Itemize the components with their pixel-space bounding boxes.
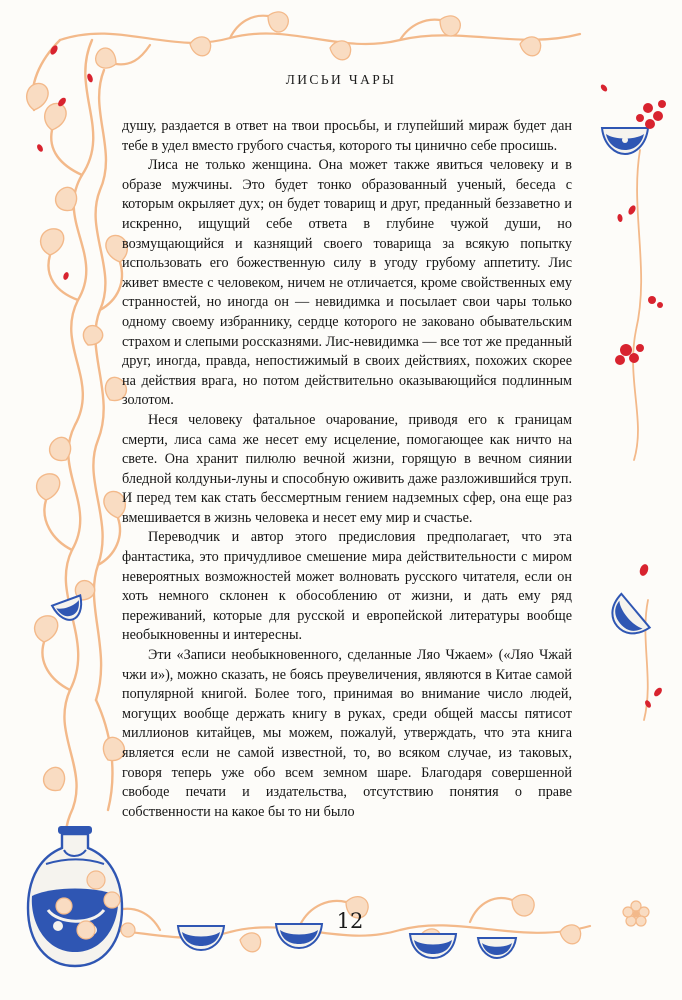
porcelain-bowl-icon: [602, 128, 648, 154]
body-text: [122, 117, 572, 822]
paragraph: Лиса не только женщина. Она может также явиться человеку и в образе мужчины. Это будет тонко образованный ученый, беседа с которым окрыляет дух; он будет товарищ и друг, преданный беззаветно и искренно, ищущий себе ответа в глубине чужой души, но возмущающийся и казнящий своего товарища за всякую попытку использовать его божественную силу в угоду грубому аппетиту. Лис живет вместе с человеком, ничем не отличается, кроме свойственных ему странностей, но иногда он — невидимка и посылает свои чары только одному своему избраннику, сердце которого не заковано обывательским страхом и слепыми россказнями. Лис-невидимка — все тот же преданный друг, иногда, правда, непостижимый в своих действиях, похожих скорее на действия врага, но потом действительно оказывающийся подлинным золотом.: [122, 157, 572, 409]
porcelain-bowl-icon: [603, 594, 650, 643]
porcelain-bowl-icon: [178, 926, 224, 950]
porcelain-bowl-icon: [276, 924, 322, 948]
small-flower-icon: [623, 901, 649, 926]
right-wisps: [633, 150, 648, 720]
paragraph: Переводчик и автор этого предисловия предполагает, что эта фантастика, это причудливое смешение мира действительности с миром невероятных возможностей может волновать русского читателя, если он хоть немного склонен к обособлению от жизни, и дать ему ряд переживаний, которые для русской и европейской литературы вообще необыкновенны и интересны.: [122, 529, 572, 644]
running-title: ЛИСЬИ ЧАРЫ: [285, 72, 397, 87]
left-vine-leaves: [27, 83, 128, 790]
porcelain-bowl-icon: [410, 934, 456, 958]
page-number: 12: [336, 909, 364, 933]
top-vine-border: [60, 16, 580, 65]
porcelain-bowl-icon: [52, 595, 87, 624]
paragraph: душу, раздается в ответ на твои просьбы, и глупейший мираж будет дан тебе в удел вместо грубого счастья, которого ты цинично себе просишь.: [122, 118, 572, 154]
paragraph: Неся человеку фатальное очарование, приводя его к границам смерти, лиса сама же несет ему исцеление, помогающее как ничто на свете. Она хранит пилюлю вечной жизни, горящую в вечном сиянии бледной колдуньи-луны и способную оживить даже разложившийся труп. И перед тем как стать бессмертным гением надземных сфер, она еще раз вмешивается в жизнь человека и несет ему мир и счастье.: [122, 411, 572, 526]
paragraph: Эти «Записи необыкновенного, сделанные Ляо Чжаем» («Ляо Чжай чжи и»), можно сказать, не боясь преувеличения, являются в Китае самой популярной книгой. Более того, принимая во внимание число людей, могущих вообще держать книгу в руках, среди общей массы пятисот миллионов китайцев, мы можем, пожалуй, утверждать, что эта книга является если не самой известной, то, во всяком случае, из таковых, говоря теперь уже обо всем земном шаре. Благодаря совершенной свободе печати и издательства, отсутствию понятия о праве собственности на какое бы то ни было: [122, 647, 572, 820]
bottom-vine-border: [60, 898, 590, 938]
porcelain-bowl-icon: [478, 938, 516, 958]
